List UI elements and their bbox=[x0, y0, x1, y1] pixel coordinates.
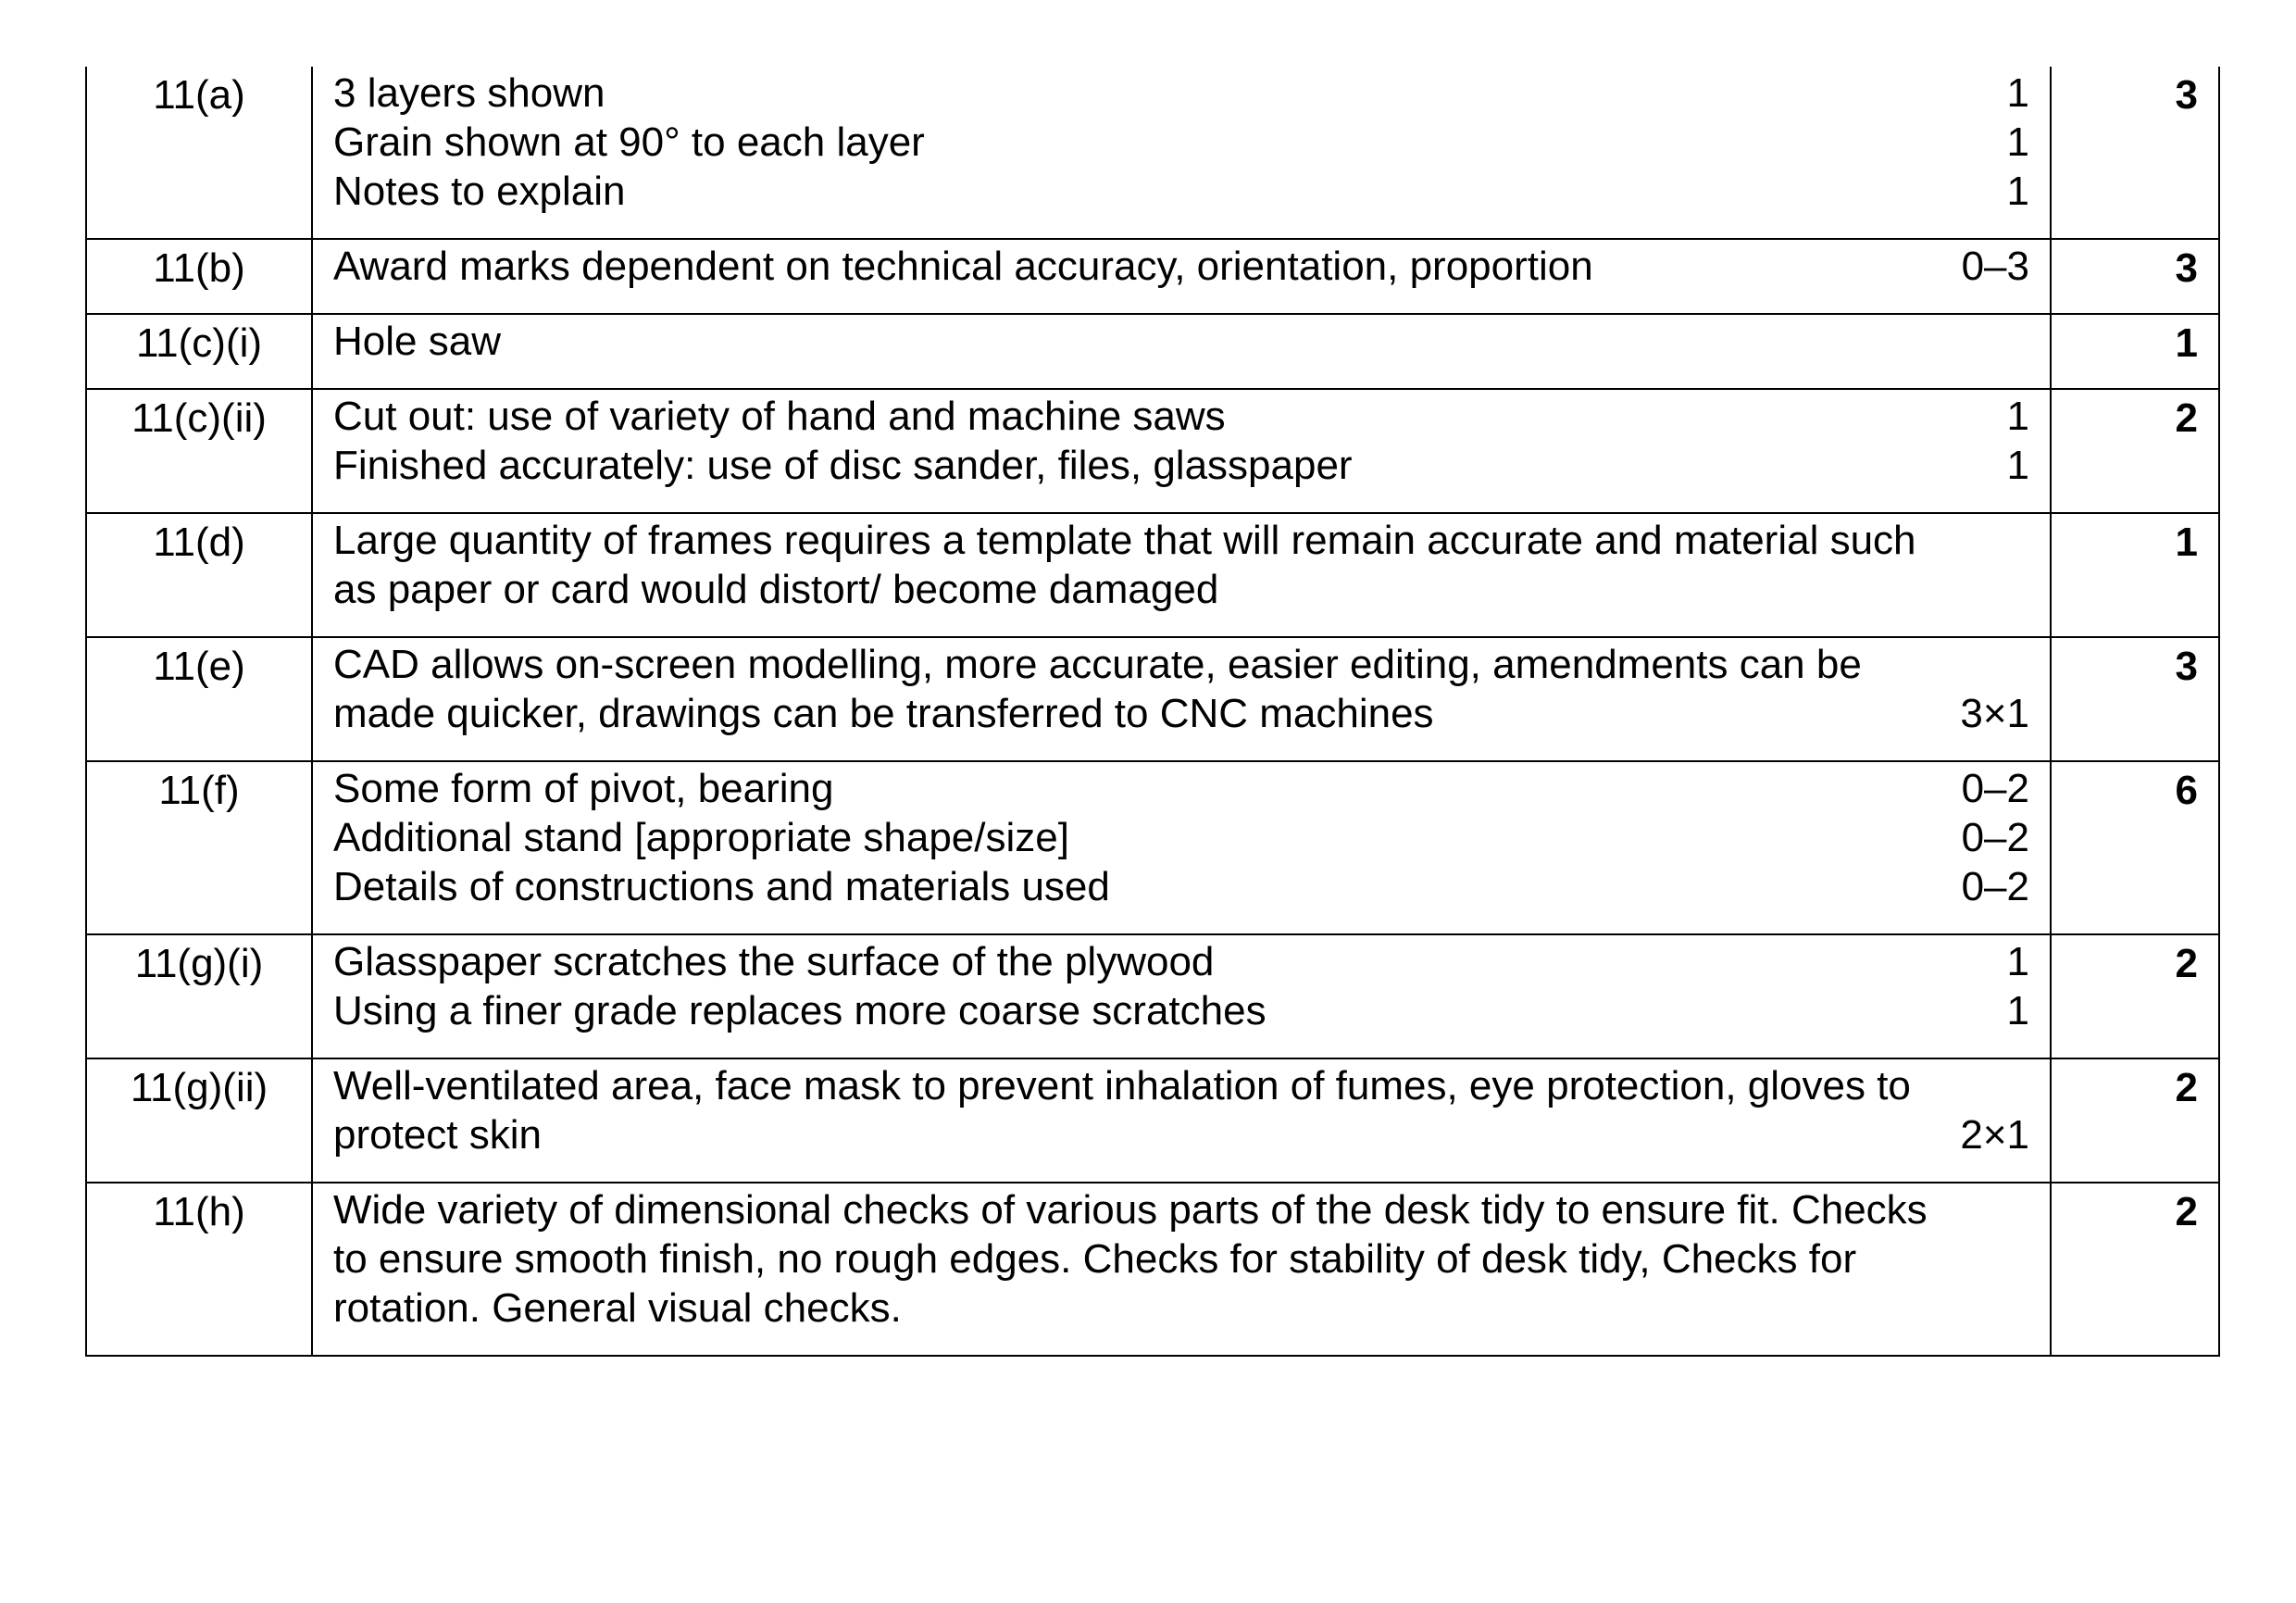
answer-line bbox=[313, 1234, 2050, 1284]
table-row bbox=[86, 761, 2219, 934]
answer-cell bbox=[312, 1183, 2051, 1356]
answer-line bbox=[313, 392, 2050, 441]
question-number: 11(d) bbox=[153, 520, 245, 565]
answer-line bbox=[313, 813, 2050, 862]
answer-line bbox=[313, 1110, 2050, 1159]
answer-line bbox=[313, 937, 2050, 986]
answer-text: Well-ventilated area, face mask to prevent inhalation of fumes, eye protection, gloves to bbox=[333, 1063, 1911, 1108]
question-number: 11(f) bbox=[158, 768, 240, 813]
table-row bbox=[86, 239, 2219, 314]
total-marks-cell bbox=[2051, 934, 2219, 1058]
table-row bbox=[86, 637, 2219, 761]
total-marks: 1 bbox=[2175, 520, 2198, 565]
answer-line bbox=[313, 862, 2050, 911]
total-marks: 3 bbox=[2175, 245, 2198, 291]
answer-line bbox=[313, 565, 2050, 614]
answer-text: 3 layers shown bbox=[333, 70, 605, 116]
total-marks: 3 bbox=[2175, 72, 2198, 118]
question-number-cell bbox=[86, 513, 312, 637]
total-marks: 2 bbox=[2175, 941, 2198, 986]
question-number-cell bbox=[86, 637, 312, 761]
answer-line bbox=[313, 317, 2050, 366]
answer-text: rotation. General visual checks. bbox=[333, 1285, 902, 1331]
table-row bbox=[86, 934, 2219, 1058]
answer-line bbox=[313, 1185, 2050, 1234]
total-marks: 6 bbox=[2175, 768, 2198, 813]
answer-text: Large quantity of frames requires a template that will remain accurate and material such bbox=[333, 518, 1916, 563]
line-mark: 0–3 bbox=[1961, 244, 2029, 289]
question-number: 11(g)(ii) bbox=[130, 1065, 268, 1110]
answer-line bbox=[313, 242, 2050, 291]
line-mark: 1 bbox=[2006, 119, 2029, 165]
answer-text: as paper or card would distort/ become damaged bbox=[333, 567, 1219, 612]
answer-cell bbox=[312, 761, 2051, 934]
answer-text: Notes to explain bbox=[333, 169, 626, 214]
answer-text: Details of constructions and materials used bbox=[333, 864, 1110, 909]
answer-cell bbox=[312, 389, 2051, 513]
answer-cell bbox=[312, 637, 2051, 761]
line-mark: 3×1 bbox=[1960, 691, 2029, 736]
question-number-cell bbox=[86, 389, 312, 513]
answer-text: Wide variety of dimensional checks of various parts of the desk tidy to ensure fit. Checks bbox=[333, 1187, 1928, 1233]
question-number-cell bbox=[86, 1183, 312, 1356]
question-number-cell bbox=[86, 934, 312, 1058]
answer-line bbox=[313, 640, 2050, 689]
answer-line bbox=[313, 516, 2050, 565]
answer-cell bbox=[312, 67, 2051, 239]
table-row bbox=[86, 1058, 2219, 1183]
question-number: 11(g)(i) bbox=[134, 941, 264, 986]
total-marks: 2 bbox=[2175, 1189, 2198, 1234]
question-number-cell bbox=[86, 314, 312, 389]
table-row bbox=[86, 314, 2219, 389]
total-marks: 2 bbox=[2175, 1065, 2198, 1110]
line-mark: 0–2 bbox=[1961, 766, 2029, 811]
question-number: 11(h) bbox=[153, 1189, 245, 1234]
total-marks: 2 bbox=[2175, 395, 2198, 441]
answer-text: Hole saw bbox=[333, 319, 501, 364]
table-row bbox=[86, 513, 2219, 637]
total-marks-cell bbox=[2051, 314, 2219, 389]
answer-line bbox=[313, 764, 2050, 813]
mark-scheme-table bbox=[85, 67, 2220, 1357]
answer-text: protect skin bbox=[333, 1112, 542, 1158]
answer-text: Award marks dependent on technical accuracy, orientation, proportion bbox=[333, 244, 1593, 289]
table-row bbox=[86, 389, 2219, 513]
question-number-cell bbox=[86, 1058, 312, 1183]
total-marks-cell bbox=[2051, 1183, 2219, 1356]
answer-text: Finished accurately: use of disc sander, files, glasspaper bbox=[333, 443, 1353, 488]
answer-text: Cut out: use of variety of hand and machine saws bbox=[333, 394, 1226, 439]
total-marks-cell bbox=[2051, 239, 2219, 314]
total-marks-cell bbox=[2051, 761, 2219, 934]
answer-text: Some form of pivot, bearing bbox=[333, 766, 834, 811]
line-mark: 1 bbox=[2006, 443, 2029, 488]
line-mark: 1 bbox=[2006, 394, 2029, 439]
line-mark: 1 bbox=[2006, 70, 2029, 116]
answer-line bbox=[313, 1284, 2050, 1333]
question-number: 11(a) bbox=[153, 72, 245, 118]
question-number-cell bbox=[86, 239, 312, 314]
line-mark: 1 bbox=[2006, 988, 2029, 1033]
line-mark: 2×1 bbox=[1960, 1112, 2029, 1158]
answer-line bbox=[313, 1061, 2050, 1110]
line-mark: 1 bbox=[2006, 939, 2029, 984]
question-number: 11(c)(ii) bbox=[131, 395, 267, 441]
answer-cell bbox=[312, 513, 2051, 637]
answer-line bbox=[313, 986, 2050, 1035]
question-number: 11(e) bbox=[153, 644, 245, 689]
table-row bbox=[86, 1183, 2219, 1356]
answer-line bbox=[313, 118, 2050, 167]
answer-line bbox=[313, 69, 2050, 118]
total-marks-cell bbox=[2051, 637, 2219, 761]
line-mark: 0–2 bbox=[1961, 815, 2029, 860]
total-marks-cell bbox=[2051, 67, 2219, 239]
line-mark: 1 bbox=[2006, 169, 2029, 214]
answer-text: CAD allows on-screen modelling, more accurate, easier editing, amendments can be bbox=[333, 642, 1862, 687]
answer-cell bbox=[312, 239, 2051, 314]
total-marks: 3 bbox=[2175, 644, 2198, 689]
question-number-cell bbox=[86, 761, 312, 934]
question-number: 11(c)(i) bbox=[135, 320, 263, 366]
answer-line bbox=[313, 689, 2050, 738]
answer-text: Grain shown at 90° to each layer bbox=[333, 119, 925, 165]
total-marks-cell bbox=[2051, 513, 2219, 637]
answer-text: Using a finer grade replaces more coarse scratches bbox=[333, 988, 1267, 1033]
answer-cell bbox=[312, 1058, 2051, 1183]
mark-scheme-body bbox=[86, 67, 2219, 1356]
mark-scheme-page bbox=[85, 67, 2218, 1357]
answer-cell bbox=[312, 314, 2051, 389]
total-marks-cell bbox=[2051, 389, 2219, 513]
answer-text: Glasspaper scratches the surface of the plywood bbox=[333, 939, 1215, 984]
answer-cell bbox=[312, 934, 2051, 1058]
line-mark: 0–2 bbox=[1961, 864, 2029, 909]
table-row bbox=[86, 67, 2219, 239]
answer-text: Additional stand [appropriate shape/size] bbox=[333, 815, 1069, 860]
answer-text: made quicker, drawings can be transferred to CNC machines bbox=[333, 691, 1434, 736]
total-marks-cell bbox=[2051, 1058, 2219, 1183]
answer-line bbox=[313, 167, 2050, 216]
answer-text: to ensure smooth finish, no rough edges. Checks for stability of desk tidy, Checks for bbox=[333, 1236, 1857, 1282]
question-number: 11(b) bbox=[153, 245, 245, 291]
total-marks: 1 bbox=[2175, 320, 2198, 366]
answer-line bbox=[313, 441, 2050, 490]
question-number-cell bbox=[86, 67, 312, 239]
